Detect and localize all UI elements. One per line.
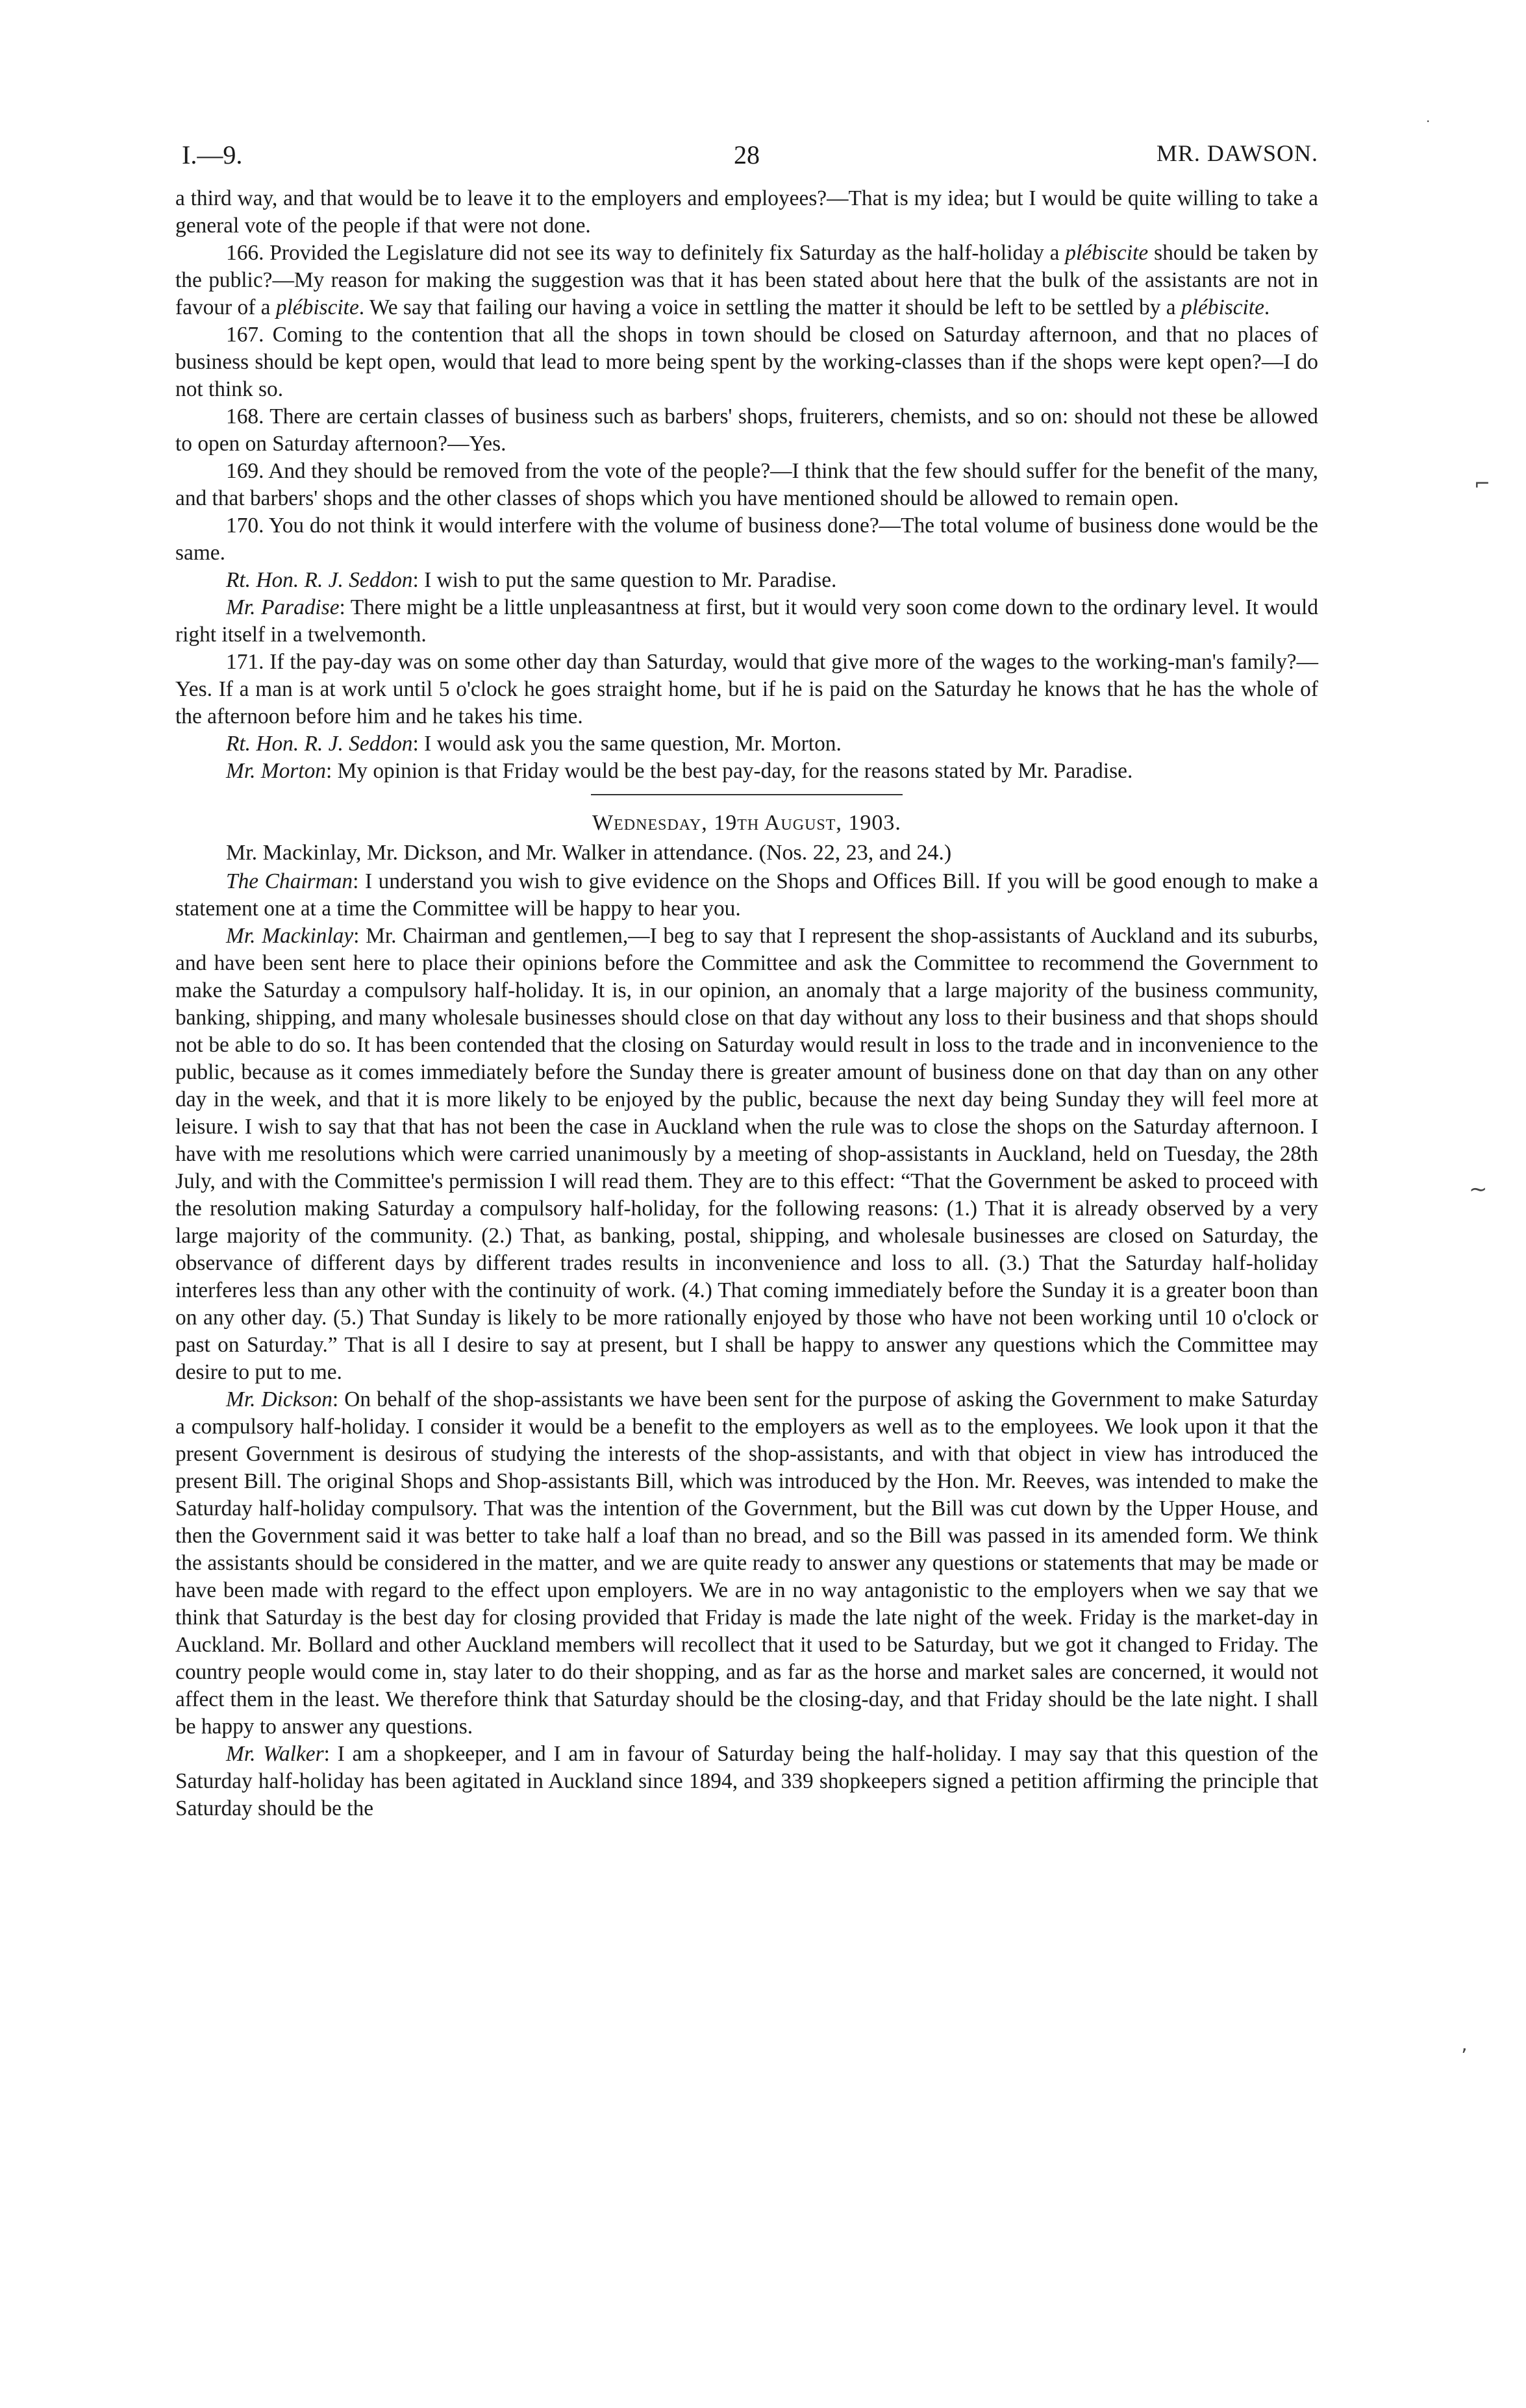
paragraph-text: 169. And they should be removed from the vote of the people?—I think that the few should suffer for the benefit of the many, and that barbers' shops and the other classes of shops which you have mentioned should be allowed to remain open.: [175, 459, 1318, 510]
paragraph-p0: [175, 185, 1318, 240]
evidence-section-dawson: [175, 185, 1318, 785]
document-page: [175, 140, 1318, 1822]
attendance-line: Mr. Mackinlay, Mr. Dickson, and Mr. Walker in attendance. (Nos. 22, 23, and 24.): [226, 841, 952, 865]
paragraph-text: : Mr. Chairman and gentlemen,—I beg to say that I represent the shop-assistants of Auckland and its suburbs, and have been sent here to place their opinions before the Committee and ask the Committee to recommend the Government to make the Saturday a compulsory half-holiday. It is, in our opinion, an anomaly that a large majority of the business community, banking, shipping, and many wholesale businesses should close on that day without any loss to their business and that shops should not be able to do so. It has been contended that the closing on Saturday would result in loss to the trade and in inconvenience to the public, because as it comes immediately before the Sunday there is greater amount of business done on that day than on any other day in the week, and that it is more likely to be enjoyed by the public, because the next day being Sunday they will feel more at leisure. I wish to say that that has not been the case in Auckland when the rule was to close the shops on the Saturday afternoon. I have with me resolutions which were carried unanimously by a meeting of shop-assistants in Auckland, held on Tuesday, the 28th July, and with the Committee's permission I will read them. They are to this effect: “That the Government be asked to proceed with the resolution making Saturday a compulsory half-holiday, for the following reasons: (1.) That it is already observed by a very large majority of the community. (2.) That, as banking, postal, shipping, and wholesale businesses are closed on Saturday, the observance of different days by different trades results in inconvenience and loss to all. (3.) That the Saturday half-holiday interferes less than any other with the continuity of work. (4.) That coming immediately before the Sunday it is a greater boon than on any other day. (5.) That Sunday is likely to be more rationally enjoyed by those who have not been working until 10 o'clock or past on Saturday.” That is all I desire to say at present, but I shall be happy to answer any questions which the Committee may desire to put to me.: [175, 924, 1318, 1384]
evidence-section-auckland: [175, 868, 1318, 1822]
italic-term: plébiscite: [275, 295, 359, 319]
paragraph-text: . We say that failing our having a voice in settling the matter it should be left to be settled by a: [358, 295, 1181, 319]
paragraph-p168: [175, 403, 1318, 458]
report-reference: I.—9.: [182, 140, 243, 169]
paragraph-text: .: [1264, 295, 1270, 319]
italic-term: plébiscite: [1181, 295, 1264, 319]
paragraph-p169: [175, 458, 1318, 512]
date-heading: Wednesday, 19th August, 1903.: [592, 811, 901, 835]
paragraph-p170: [175, 512, 1318, 567]
italic-term: Mr. Mackinlay: [226, 924, 354, 948]
paragraph-text: : My opinion is that Friday would be the best pay-day, for the reasons stated by Mr. Paradise.: [325, 759, 1133, 783]
section-divider: [591, 794, 903, 795]
italic-term: The Chairman: [226, 869, 353, 893]
paragraph-text: 166. Provided the Legislature did not see its way to definitely fix Saturday as the half-holiday a: [226, 241, 1066, 265]
page-number: 28: [734, 140, 760, 169]
paragraph-q4: [175, 1741, 1318, 1822]
paragraph-text: a third way, and that would be to leave it to the employers and employees?—That is my idea; but I would be quite willing to take a general vote of the people if that were not done.: [175, 186, 1318, 238]
paragraph-text: : I would ask you the same question, Mr. Morton.: [412, 732, 842, 756]
paragraph-p171b: [175, 758, 1318, 785]
paragraph-text: should be taken by the public?—My reason for making the suggestion was that it has been stated about here that the bulk of the assistants are not in favour of a: [175, 241, 1318, 319]
italic-term: Mr. Morton: [226, 759, 326, 783]
paragraph-text: : There might be a little unpleasantness at first, but it would very soon come down to the ordinary level. It would right itself in a twelvemonth.: [175, 595, 1319, 647]
witness-name: MR. DAWSON.: [1156, 140, 1318, 166]
italic-term: Rt. Hon. R. J. Seddon: [226, 568, 413, 592]
paragraph-p171: [175, 649, 1318, 730]
paragraph-q2: [175, 923, 1318, 1386]
paragraph-text: 170. You do not think it would interfere with the volume of business done?—The total volume of business done would be the same.: [175, 514, 1318, 565]
paragraph-text: : On behalf of the shop-assistants we have been sent for the purpose of asking the Government to make Saturday a compulsory half-holiday. I consider it would be a benefit to the employers as well as to the employees. We look upon it that the present Government is desirous of studying the interests of the shop-assistants, and with that object in view has introduced the present Bill. The original Shops and Shop-assistants Bill, which was introduced by the Hon. Mr. Reeves, was intended to make the Saturday half-holiday compulsory. That was the intention of the Government, but the Bill was cut down by the Upper House, and then the Government said it was better to take half a loaf than no bread, and so the Bill was passed in its amended form. We think the assistants should be considered in the matter, and we are quite ready to answer any questions or statements that may be made or have been made with regard to the effect upon employers. We are in no way antagonistic to the employers when we say that we think that Saturday is the best day for closing provided that Friday is made the late night of the week. Friday is the market-day in Auckland. Mr. Bollard and other Auckland members will recollect that it used to be Saturday, but we got it changed to Friday. The country people would come in, stay later to do their shopping, and as far as the horse and market sales are concerned, it would not affect them in the least. We therefore think that Saturday should be the closing-day, and that Friday should be the late night. I shall be happy to answer any questions.: [175, 1387, 1319, 1739]
paragraph-p167: [175, 321, 1318, 403]
scan-mark: ·: [1426, 114, 1431, 129]
italic-term: Mr. Dickson: [226, 1387, 332, 1411]
paragraph-q1: [175, 868, 1318, 923]
paragraph-text: : I am a shopkeeper, and I am in favour of Saturday being the half-holiday. I may say that this question of the Saturday half-holiday has been agitated in Auckland since 1894, and 339 shopkeepers signed a petition affirming the principle that Saturday should be the: [175, 1742, 1318, 1820]
paragraph-p170a: [175, 567, 1318, 594]
paragraph-text: 168. There are certain classes of business such as barbers' shops, fruiterers, chemists, and so on: should not these be allowed to open on Saturday afternoon?—Yes.: [175, 404, 1318, 456]
italic-term: Mr. Walker: [226, 1742, 324, 1766]
italic-term: Mr. Paradise: [226, 595, 340, 619]
paragraph-p171a: [175, 730, 1318, 758]
page-header: [175, 140, 1318, 185]
paragraph-p166: [175, 240, 1318, 321]
paragraph-text: 167. Coming to the contention that all the shops in town should be closed on Saturday afternoon, and that no places of business should be kept open, would that lead to more being spent by the working-classes than if the shops were kept open?—I do not think so.: [175, 323, 1318, 401]
scan-mark: ʼ: [1461, 2045, 1468, 2068]
scan-mark: ∼: [1469, 1176, 1488, 1202]
paragraph-q3: [175, 1386, 1318, 1741]
paragraph-text: 171. If the pay-day was on some other day than Saturday, would that give more of the wages to the working-man's family?—Yes. If a man is at work until 5 o'clock he goes straight home, but if he is paid on the Saturday he knows that he has the whole of the afternoon before him and he takes his time.: [175, 650, 1318, 728]
paragraph-text: : I wish to put the same question to Mr. Paradise.: [412, 568, 837, 592]
italic-term: Rt. Hon. R. J. Seddon: [226, 732, 413, 756]
italic-term: plébiscite: [1065, 241, 1149, 265]
paragraph-text: : I understand you wish to give evidence on the Shops and Offices Bill. If you will be good enough to make a statement one at a time the Committee will be happy to hear you.: [175, 869, 1318, 921]
scan-mark: ⌐: [1474, 473, 1491, 495]
paragraph-p170b: [175, 594, 1318, 649]
